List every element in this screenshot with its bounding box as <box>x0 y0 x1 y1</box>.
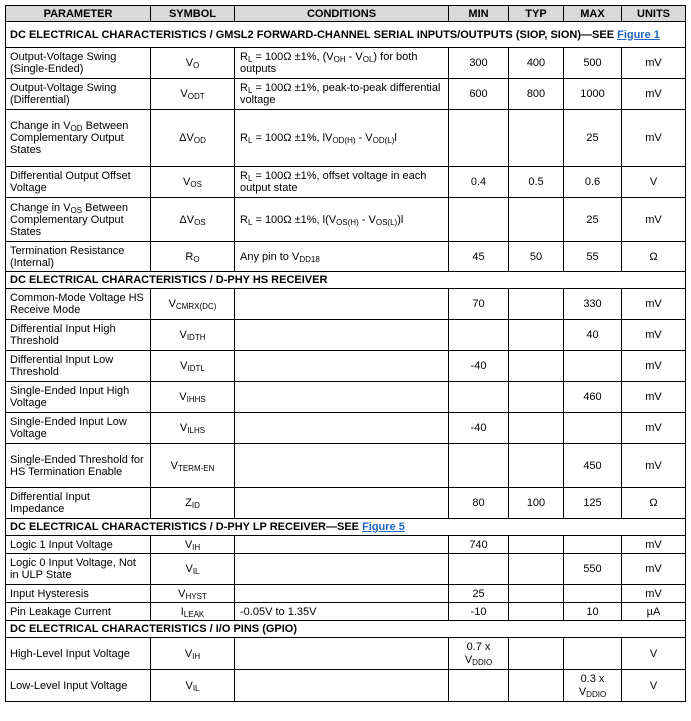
table-row-vil-lp <box>6 554 686 585</box>
typ-cell <box>509 289 564 320</box>
header-units: UNITS <box>622 6 686 22</box>
section-dphy-hs <box>6 272 686 289</box>
param-cell: Single-Ended Threshold for HS Termination Enable <box>6 444 151 488</box>
units-cell: mV <box>622 413 686 444</box>
typ-cell <box>509 320 564 351</box>
condition-cell <box>235 351 449 382</box>
symbol-cell: $\Delta V_{OD}$ <box>151 110 235 167</box>
typ-cell: 100 <box>509 488 564 519</box>
typ-cell <box>509 670 564 702</box>
units-cell: V <box>622 670 686 702</box>
param-cell: Differential Input Impedance <box>6 488 151 519</box>
symbol-cell: $V_{CMRX(DC)}$ <box>151 289 235 320</box>
min-cell: -40 <box>449 413 509 444</box>
table-row-ro <box>6 242 686 272</box>
min-cell: 740 <box>449 536 509 554</box>
units-cell: mV <box>622 320 686 351</box>
min-cell <box>449 382 509 413</box>
table-row-vcmrx <box>6 289 686 320</box>
units-cell: Ω <box>622 488 686 519</box>
param-cell: Common-Mode Voltage HS Receive Mode <box>6 289 151 320</box>
max-cell: 10 <box>564 603 622 621</box>
table-row-vo <box>6 48 686 79</box>
typ-cell <box>509 444 564 488</box>
header-max: MAX <box>564 6 622 22</box>
max-cell <box>564 536 622 554</box>
header-row <box>6 6 686 22</box>
units-cell: mV <box>622 110 686 167</box>
typ-cell <box>509 536 564 554</box>
max-cell: 330 <box>564 289 622 320</box>
max-cell: 550 <box>564 554 622 585</box>
param-cell: Single-Ended Input Low Voltage <box>6 413 151 444</box>
symbol-cell: $V_{IL}$ <box>151 670 235 702</box>
units-cell: mV <box>622 79 686 110</box>
min-cell <box>449 110 509 167</box>
symbol-cell: $I_{LEAK}$ <box>151 603 235 621</box>
typ-cell <box>509 638 564 670</box>
min-cell: 25 <box>449 585 509 603</box>
max-cell: 460 <box>564 382 622 413</box>
max-cell: 1000 <box>564 79 622 110</box>
units-cell: Ω <box>622 242 686 272</box>
section-gpio <box>6 621 686 638</box>
section-dphy-hs-title: DC ELECTRICAL CHARACTERISTICS / D-PHY HS RECEIVER <box>6 272 686 289</box>
table-row-zid <box>6 488 686 519</box>
max-cell: 0.6 <box>564 167 622 198</box>
section-gpio-title: DC ELECTRICAL CHARACTERISTICS / I/O PINS (GPIO) <box>6 621 686 638</box>
min-cell <box>449 444 509 488</box>
typ-cell <box>509 585 564 603</box>
units-cell: mV <box>622 585 686 603</box>
table-row-vih-gpio <box>6 638 686 670</box>
min-cell <box>449 198 509 242</box>
min-cell: -40 <box>449 351 509 382</box>
max-cell: 25 <box>564 198 622 242</box>
typ-cell: 50 <box>509 242 564 272</box>
param-cell: Change in $V_{OS}$ Between Complementary Output States <box>6 198 151 242</box>
symbol-cell: $V_{TERM-EN}$ <box>151 444 235 488</box>
symbol-cell: $V_{IHHS}$ <box>151 382 235 413</box>
symbol-cell: $V_{HYST}$ <box>151 585 235 603</box>
symbol-cell: $V_{IL}$ <box>151 554 235 585</box>
param-cell: Output-Voltage Swing (Single-Ended) <box>6 48 151 79</box>
section-dphy-lp-title: DC ELECTRICAL CHARACTERISTICS / D-PHY LP RECEIVER—SEE Figure 5 <box>6 519 686 536</box>
condition-cell <box>235 444 449 488</box>
section-dphy-lp <box>6 519 686 536</box>
condition-cell <box>235 488 449 519</box>
param-cell: Single-Ended Input High Voltage <box>6 382 151 413</box>
max-cell: 25 <box>564 110 622 167</box>
table-row-vterm <box>6 444 686 488</box>
symbol-cell: $V_{ODT}$ <box>151 79 235 110</box>
typ-cell: 800 <box>509 79 564 110</box>
condition-cell: $R_L = 100\Omega \pm 1\%$, $l(V_{OS(H)} - V_{OS(L)})l$ <box>235 198 449 242</box>
condition-cell: -0.05V to 1.35V <box>235 603 449 621</box>
condition-cell <box>235 536 449 554</box>
header-min: MIN <box>449 6 509 22</box>
condition-cell: $R_L = 100\Omega \pm 1\%$, peak-to-peak differential voltage <box>235 79 449 110</box>
min-cell <box>449 554 509 585</box>
table-row-vilhs <box>6 413 686 444</box>
condition-cell: Any pin to $V_{DD18}$ <box>235 242 449 272</box>
section-gmsl2-title: DC ELECTRICAL CHARACTERISTICS / GMSL2 FORWARD-CHANNEL SERIAL INPUTS/OUTPUTS (SIOP, SION)—SEE Figure 1 <box>6 22 686 48</box>
symbol-cell: $V_{IH}$ <box>151 536 235 554</box>
header-parameter: PARAMETER <box>6 6 151 22</box>
condition-cell <box>235 554 449 585</box>
condition-cell: $R_L = 100\Omega \pm 1\%$, $lV_{OD(H)} - V_{OD(L)}l$ <box>235 110 449 167</box>
units-cell: mV <box>622 444 686 488</box>
max-cell <box>564 638 622 670</box>
figure-5-link[interactable]: Figure 5 <box>362 521 405 533</box>
table-row-vos <box>6 167 686 198</box>
typ-cell <box>509 413 564 444</box>
typ-cell: 0.5 <box>509 167 564 198</box>
symbol-cell: $V_O$ <box>151 48 235 79</box>
typ-cell <box>509 351 564 382</box>
condition-cell <box>235 670 449 702</box>
min-cell: -10 <box>449 603 509 621</box>
units-cell: µA <box>622 603 686 621</box>
units-cell: mV <box>622 382 686 413</box>
header-typ: TYP <box>509 6 564 22</box>
units-cell: V <box>622 167 686 198</box>
symbol-cell: $V_{IDTH}$ <box>151 320 235 351</box>
typ-cell <box>509 554 564 585</box>
param-cell: Logic 1 Input Voltage <box>6 536 151 554</box>
typ-cell: 400 <box>509 48 564 79</box>
units-cell: mV <box>622 554 686 585</box>
header-symbol: SYMBOL <box>151 6 235 22</box>
min-cell: 0.4 <box>449 167 509 198</box>
units-cell: mV <box>622 289 686 320</box>
param-cell: High-Level Input Voltage <box>6 638 151 670</box>
condition-cell <box>235 289 449 320</box>
symbol-cell: $V_{ILHS}$ <box>151 413 235 444</box>
typ-cell <box>509 382 564 413</box>
table-row-vil-gpio <box>6 670 686 702</box>
param-cell: Differential Input High Threshold <box>6 320 151 351</box>
condition-cell <box>235 320 449 351</box>
condition-cell <box>235 413 449 444</box>
param-cell: Logic 0 Input Voltage, Not in ULP State <box>6 554 151 585</box>
table-row-dvos <box>6 198 686 242</box>
condition-cell <box>235 585 449 603</box>
param-cell: Pin Leakage Current <box>6 603 151 621</box>
param-cell: Output-Voltage Swing (Differential) <box>6 79 151 110</box>
electrical-characteristics-table <box>5 5 686 702</box>
typ-cell <box>509 603 564 621</box>
max-cell: 500 <box>564 48 622 79</box>
table-row-vidtl <box>6 351 686 382</box>
max-cell <box>564 413 622 444</box>
max-cell <box>564 585 622 603</box>
figure-1-link[interactable]: Figure 1 <box>617 28 660 41</box>
max-cell: 125 <box>564 488 622 519</box>
param-cell: Change in $V_{OD}$ Between Complementary Output States <box>6 110 151 167</box>
max-cell: 0.3 x $V_{DDIO}$ <box>564 670 622 702</box>
units-cell: mV <box>622 536 686 554</box>
table-row-vodt <box>6 79 686 110</box>
table-row-vidth <box>6 320 686 351</box>
condition-cell: $R_L = 100\Omega \pm 1\%$, $(V_{OH} - V_{OL})$ for both outputs <box>235 48 449 79</box>
max-cell <box>564 351 622 382</box>
table-row-vihhs <box>6 382 686 413</box>
min-cell <box>449 320 509 351</box>
symbol-cell: $V_{OS}$ <box>151 167 235 198</box>
symbol-cell: $\Delta V_{OS}$ <box>151 198 235 242</box>
min-cell: 80 <box>449 488 509 519</box>
condition-cell: $R_L = 100\Omega \pm 1\%$, offset voltage in each output state <box>235 167 449 198</box>
min-cell: 45 <box>449 242 509 272</box>
max-cell: 450 <box>564 444 622 488</box>
condition-cell <box>235 638 449 670</box>
param-cell: Low-Level Input Voltage <box>6 670 151 702</box>
section-gmsl2 <box>6 22 686 48</box>
max-cell: 40 <box>564 320 622 351</box>
max-cell: 55 <box>564 242 622 272</box>
units-cell: V <box>622 638 686 670</box>
symbol-cell: $Z_{ID}$ <box>151 488 235 519</box>
header-conditions: CONDITIONS <box>235 6 449 22</box>
condition-cell <box>235 382 449 413</box>
table-row-vhyst <box>6 585 686 603</box>
units-cell: mV <box>622 48 686 79</box>
table-row-dvod <box>6 110 686 167</box>
symbol-cell: $V_{IH}$ <box>151 638 235 670</box>
min-cell: 300 <box>449 48 509 79</box>
table-row-ileak <box>6 603 686 621</box>
units-cell: mV <box>622 351 686 382</box>
min-cell: 70 <box>449 289 509 320</box>
param-cell: Differential Input Low Threshold <box>6 351 151 382</box>
param-cell: Input Hysteresis <box>6 585 151 603</box>
param-cell: Termination Resistance (Internal) <box>6 242 151 272</box>
min-cell: 0.7 x $V_{DDIO}$ <box>449 638 509 670</box>
symbol-cell: $R_O$ <box>151 242 235 272</box>
symbol-cell: $V_{IDTL}$ <box>151 351 235 382</box>
param-cell: Differential Output Offset Voltage <box>6 167 151 198</box>
typ-cell <box>509 198 564 242</box>
min-cell <box>449 670 509 702</box>
min-cell: 600 <box>449 79 509 110</box>
units-cell: mV <box>622 198 686 242</box>
typ-cell <box>509 110 564 167</box>
table-row-vih-lp <box>6 536 686 554</box>
